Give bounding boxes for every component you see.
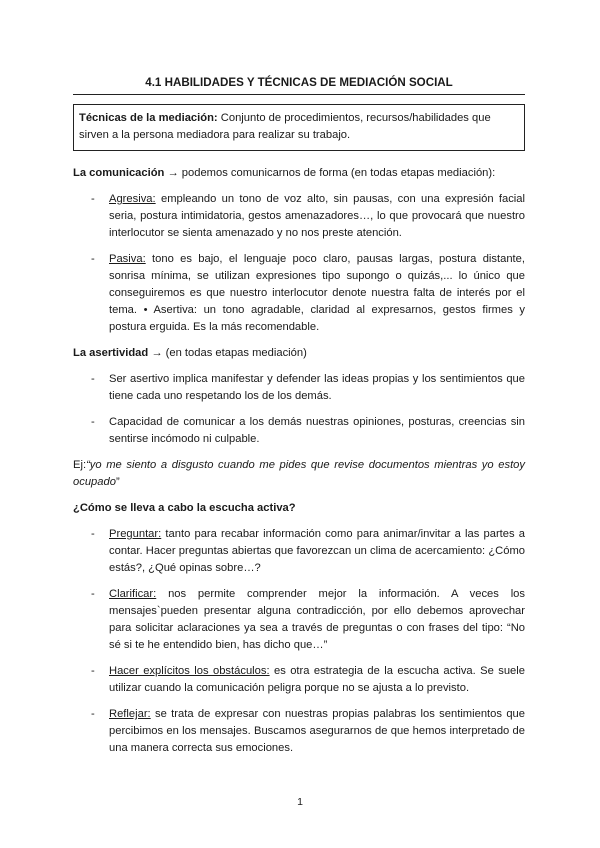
page-title: 4.1 HABILIDADES Y TÉCNICAS DE MEDIACIÓN SOCIAL [73,74,525,95]
escucha-list [73,526,525,757]
example-close: ” [115,476,120,488]
example-prefix: Ej: [73,459,87,471]
list-item [73,371,525,405]
item-label: Hacer explícitos los obstáculos: [109,665,270,677]
item-text: es otra estrategia de la escucha activa. Se suele utilizar cuando la comunicación peligra porque no se ajusta a lo previsto. [109,665,525,694]
heading-label: ¿Cómo se lleva a cabo la escucha activa? [73,502,296,514]
document-page [73,74,525,766]
dash-bullet: - [91,253,95,265]
item-text: Ser asertivo implica manifestar y defender las ideas propias y los sentimientos que tiene cada uno respetando los de los demás. [109,373,525,402]
heading-text: (en todas etapas mediación) [165,347,307,359]
list-item [73,706,525,757]
dash-bullet: - [91,528,95,540]
item-text: se trata de expresar con nuestras propias palabras los sentimientos que percibimos en los mensajes. Buscamos asegurarnos de que hemos interpretado de una manera correcta sus emociones. [109,708,525,754]
asertividad-list [73,371,525,448]
heading-label: La asertividad [73,347,149,359]
example-paragraph [73,457,525,491]
dash-bullet: - [91,416,95,428]
item-text: empleando un tono de voz alto, sin pausas, con una expresión facial seria, postura intimidatoria, gestos amenazadores…, lo que provocará que nuestro interlocutor se sienta amenazado y no nos preste atención. [109,193,525,239]
escucha-heading [73,500,525,517]
definition-term: Técnicas de la mediación: [79,112,218,124]
comunicacion-list [73,191,525,336]
definition-box [73,104,525,151]
item-text: nos permite comprender mejor la información. A veces los mensajes`pueden presentar alguna contradicción, por ello debemos aprovechar para solicitar aclaraciones ya sea a través de preguntas o con frases del tipo: “No sé si te he entendido bien, has dicho que…” [109,588,525,651]
list-item [73,191,525,242]
list-item [73,526,525,577]
list-item [73,586,525,654]
item-label: Agresiva: [109,193,156,205]
item-label: Preguntar: [109,528,162,540]
list-item [73,414,525,448]
dash-bullet: - [91,588,95,600]
dash-bullet: - [91,373,95,385]
item-text: tanto para recabar información como para animar/invitar a las partes a contar. Hacer preguntas abiertas que favorezcan un clima de acercamiento: ¿Cómo estás?, ¿Qué opinas sobre…? [109,528,525,574]
definition-text: Conjunto de procedimientos, recursos/habilidades que sirven a la persona mediadora para realizar su trabajo. [79,112,491,141]
item-label: Clarificar: [109,588,157,600]
dash-bullet: - [91,708,95,720]
item-label: Reflejar: [109,708,151,720]
arrow-icon: → [164,167,182,179]
arrow-icon: → [148,347,166,359]
page-number: 1 [297,796,303,808]
dash-bullet: - [91,665,95,677]
item-text: tono es bajo, el lenguaje poco claro, pausas largas, postura distante, sonrisa mínima, se utilizan expresiones tipo supongo o quizás,... lo único que conseguiremos es que nuestro interlocutor denote nuestra falta de interés por el tema. • Asertiva: un tono agradable, claridad al expresarnos, gestos firmes y postura erguida. Es la más recomendable. [109,253,525,333]
item-label: Pasiva: [109,253,146,265]
list-item [73,663,525,697]
item-text: Capacidad de comunicar a los demás nuestras opiniones, posturas, creencias sin sentirse incómodo ni culpable. [109,416,525,445]
example-quote: “yo me siento a disgusto cuando me pides que revise documentos mientras yo estoy ocupado [73,459,525,488]
heading-text: podemos comunicarnos de forma (en todas etapas mediación): [181,167,496,179]
dash-bullet: - [91,193,95,205]
list-item [73,251,525,336]
asertividad-heading [73,345,525,362]
heading-label: La comunicación [73,167,165,179]
comunicacion-heading [73,165,525,182]
